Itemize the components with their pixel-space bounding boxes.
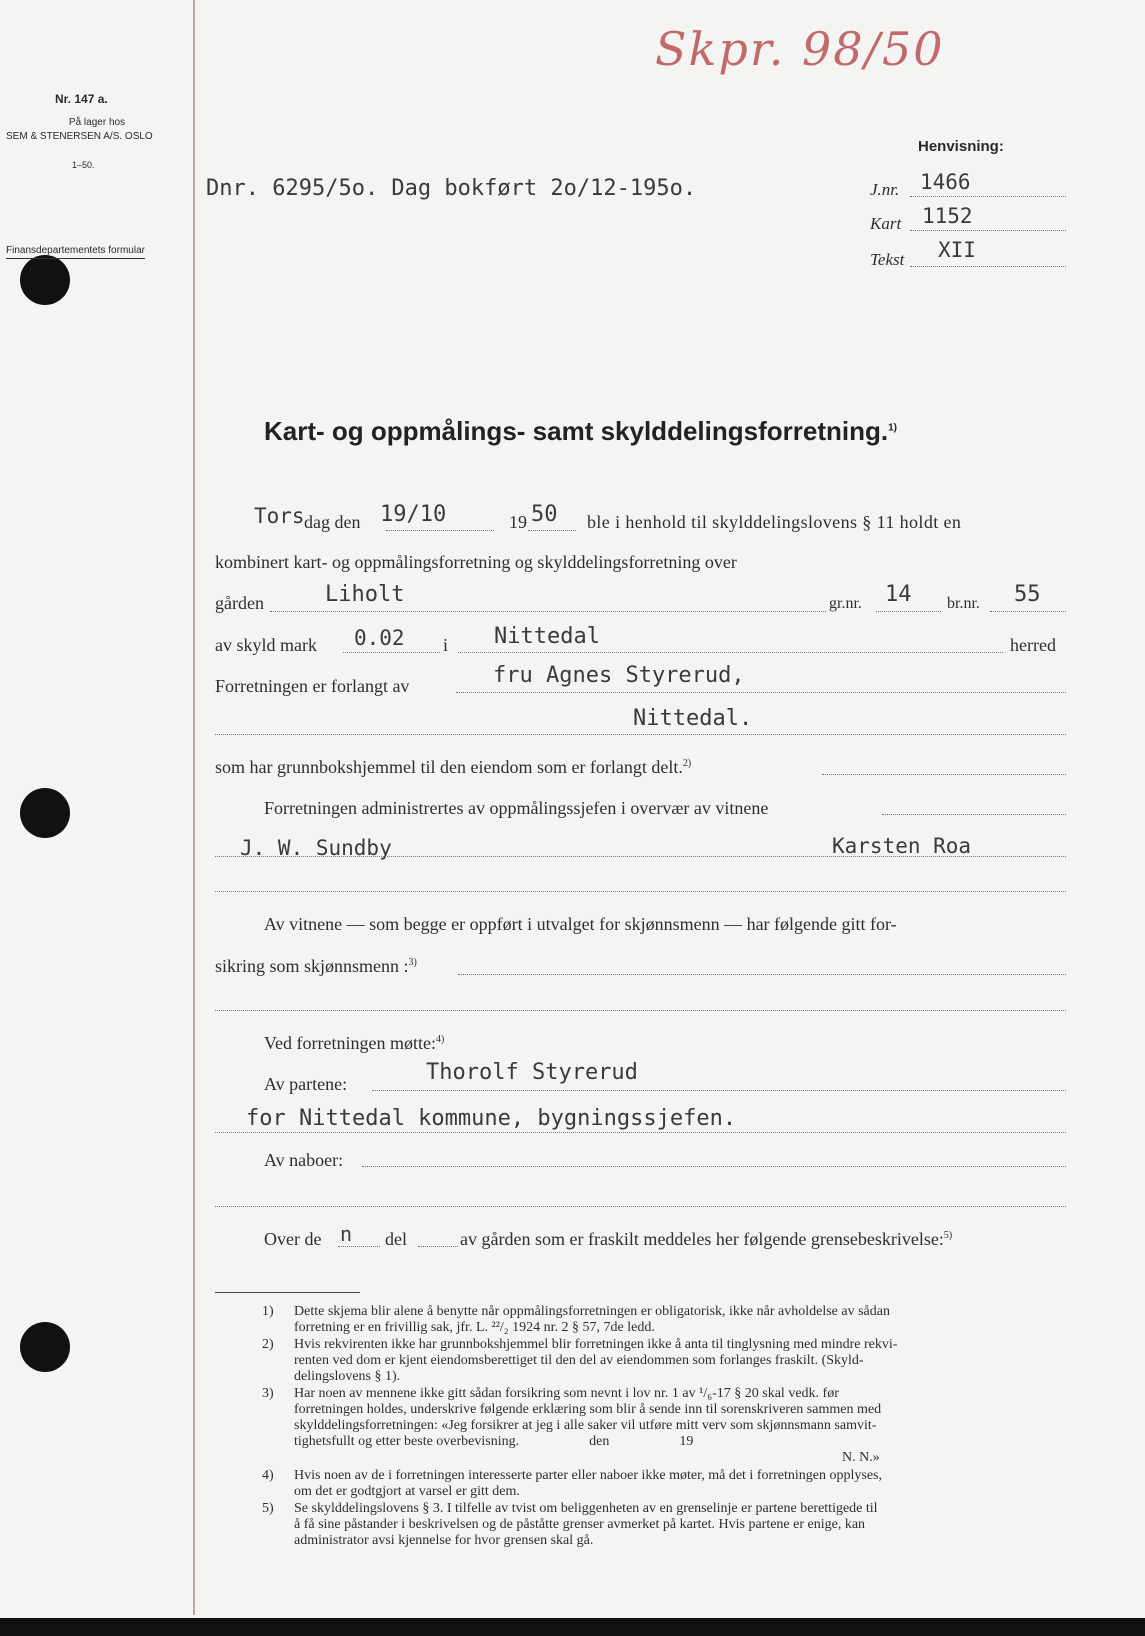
footnote-signature-text: N. N.» (842, 1450, 880, 1465)
footnote-line: Hvis rekvirenten ikke har grunnbokshjemmel blir forretningen ikke å anta til tinglysning med mindre rekvi- (294, 1337, 898, 1352)
date-value: 19/10 (380, 502, 447, 527)
document-title (264, 416, 897, 447)
footnote-line: delingslovens § 1). (294, 1369, 401, 1384)
footnote-line: Dette skjema blir alene å benytte når oppmålingsforretningen er obligatorisk, ikke når avholdelse av sådan (294, 1304, 890, 1319)
footnote-3 (262, 1386, 1066, 1450)
witness-1: J. W. Sundby (240, 836, 392, 860)
boundary-mid: del (385, 1229, 407, 1249)
page-margin-line (193, 0, 195, 1615)
footnotes (262, 1304, 1066, 1549)
registry-line: Dnr. 6295/5o. Dag bokført 2o/12-195o. (206, 176, 697, 201)
herred-label: herred (1010, 635, 1056, 655)
hjemmel-text (215, 757, 691, 778)
kart-value: 1152 (922, 204, 973, 228)
stock-line: På lager hos (68, 117, 126, 128)
punch-hole-middle (20, 788, 70, 838)
scan-bottom-edge (0, 1618, 1145, 1636)
footnote-line: renten ved dom er kjent eiendomsberettiget til den del av eiendommen som forlanges fraskilt. (Skyld- (294, 1353, 864, 1368)
boundary-text (460, 1229, 952, 1250)
footnote-line: å få sine påstander i beskrivelsen og de påståtte grenser avmerket på kartet. Hvis partene er enige, kan (294, 1517, 866, 1532)
neighbours-label: Av naboer: (264, 1150, 344, 1170)
footnote-line: forretning er en frivillig sak, jfr. L. ²²/₂ 1924 nr. 2 § 57, 7de ledd. (294, 1320, 655, 1335)
footnote-1 (262, 1304, 1066, 1336)
boundary-footnote-ref: 5) (943, 1230, 953, 1241)
present-label-text: Ved forretningen møtte: (264, 1033, 436, 1053)
footnote-line: Se skylddelingslovens § 3. I tilfelle av tvist om beliggenheten av en grenselinje er partene berettigede til (294, 1501, 878, 1516)
footnote-line: administrator avsi kjennelse for hvor grensen skal gå. (294, 1533, 594, 1548)
year-value: 50 (531, 502, 558, 527)
title-footnote-ref: 1) (888, 422, 897, 434)
footnote-number: 3) (262, 1386, 274, 1401)
oath-line-2 (215, 956, 417, 977)
footnote-5 (262, 1501, 1066, 1549)
oath-line-1: Av vitnene — som begge er oppført i utvalget for skjønnsmenn — har følgende gitt for- (264, 914, 897, 934)
reference-heading: Henvisning: (918, 138, 1004, 155)
requested-label: Forretningen er forlangt av (215, 676, 410, 696)
publisher-name: SEM & STENERSEN A/S. OSLO (6, 131, 153, 142)
footnote-number: 1) (262, 1304, 274, 1319)
kart-label: Kart (870, 214, 902, 233)
footnote-number: 4) (262, 1468, 274, 1483)
handwritten-reference: Skpr. 98/50 (655, 22, 945, 76)
boundary-value: n (340, 1222, 353, 1246)
requested-place: Nittedal. (633, 706, 753, 731)
tekst-value: XII (938, 238, 976, 262)
form-owner: Finansdepartementets formular (6, 244, 145, 259)
day-typed: Tors (254, 504, 305, 528)
party-1: Thorolf Styrerud (426, 1060, 638, 1085)
footnote-line: skylddelingsforretningen: «Jeg forsikrer at jeg i alle saker vil utføre mitt verv som skjønnsmann samvit- (294, 1418, 877, 1433)
grnr-label: gr.nr. (829, 595, 862, 612)
footnote-2 (262, 1337, 1066, 1385)
oath-line-2-text: sikring som skjønnsmenn : (215, 956, 409, 976)
requested-by: fru Agnes Styrerud, (493, 663, 745, 688)
farm-value: Liholt (325, 582, 405, 607)
jnr-value: 1466 (920, 170, 971, 194)
party-2: for Nittedal kommune, bygningssjefen. (246, 1106, 737, 1131)
combined-text: kombinert kart- og oppmålingsforretning og skylddelingsforretning over (215, 552, 737, 572)
footnote-line: om det er godtgjort at varsel er gitt dem. (294, 1484, 520, 1499)
boundary-prefix: Over de (264, 1229, 322, 1249)
farm-label: gården (215, 593, 264, 613)
grnr-value: 14 (885, 582, 912, 607)
skyld-label: av skyld mark (215, 635, 317, 655)
edition: 1–50. (72, 160, 95, 170)
day-suffix: dag den (304, 512, 361, 532)
document-title-text: Kart- og oppmålings- samt skylddelingsforretning. (264, 416, 889, 446)
footnote-line: tighetsfullt og etter beste overbevisning. den 19 (294, 1434, 694, 1449)
present-footnote-ref: 4) (435, 1034, 445, 1045)
tekst-label: Tekst (870, 250, 905, 269)
year-prefix: 19 (509, 512, 527, 532)
punch-hole-top (20, 255, 70, 305)
admin-text: Forretningen administrertes av oppmålingssjefen i overvær av vitnene (264, 798, 769, 818)
held-text: ble i henhold til skylddelingslovens § 11 holdt en (587, 512, 962, 532)
parties-label: Av partene: (264, 1074, 348, 1094)
brnr-label: br.nr. (947, 595, 980, 612)
boundary-text-body: av gården som er fraskilt meddeles her følgende grensebeskrivelse: (460, 1229, 944, 1249)
hjemmel-footnote-ref: 2) (682, 758, 692, 769)
i-label: i (443, 635, 449, 655)
brnr-value: 55 (1014, 582, 1041, 607)
municipality: Nittedal (494, 624, 600, 649)
punch-hole-bottom (20, 1322, 70, 1372)
footnote-line: Har noen av mennene ikke gitt sådan forsikring som nevnt i lov nr. 1 av ¹/₆-17 § 20 skal vedk. før (294, 1386, 839, 1401)
footnote-separator (215, 1292, 360, 1293)
footnote-line: forretningen holdes, underskrive følgende erklæring som blir å sende inn til sorenskriveren sammen med (294, 1402, 882, 1417)
form-number: Nr. 147 a. (55, 92, 108, 106)
footnote-4 (262, 1468, 1066, 1500)
oath-footnote-ref: 3) (408, 957, 417, 968)
footnote-line: Hvis noen av de i forretningen interesserte parter eller naboer ikke møter, må det i forretningen opplyses, (294, 1468, 883, 1483)
footnote-number: 5) (262, 1501, 274, 1516)
hjemmel-text-body: som har grunnbokshjemmel til den eiendom som er forlangt delt. (215, 757, 683, 777)
skyld-value: 0.02 (354, 626, 405, 650)
footnote-signature (262, 1450, 1066, 1466)
footnote-number: 2) (262, 1337, 274, 1352)
jnr-label: J.nr. (870, 180, 900, 199)
witness-2: Karsten Roa (832, 834, 972, 858)
present-label (264, 1033, 444, 1054)
